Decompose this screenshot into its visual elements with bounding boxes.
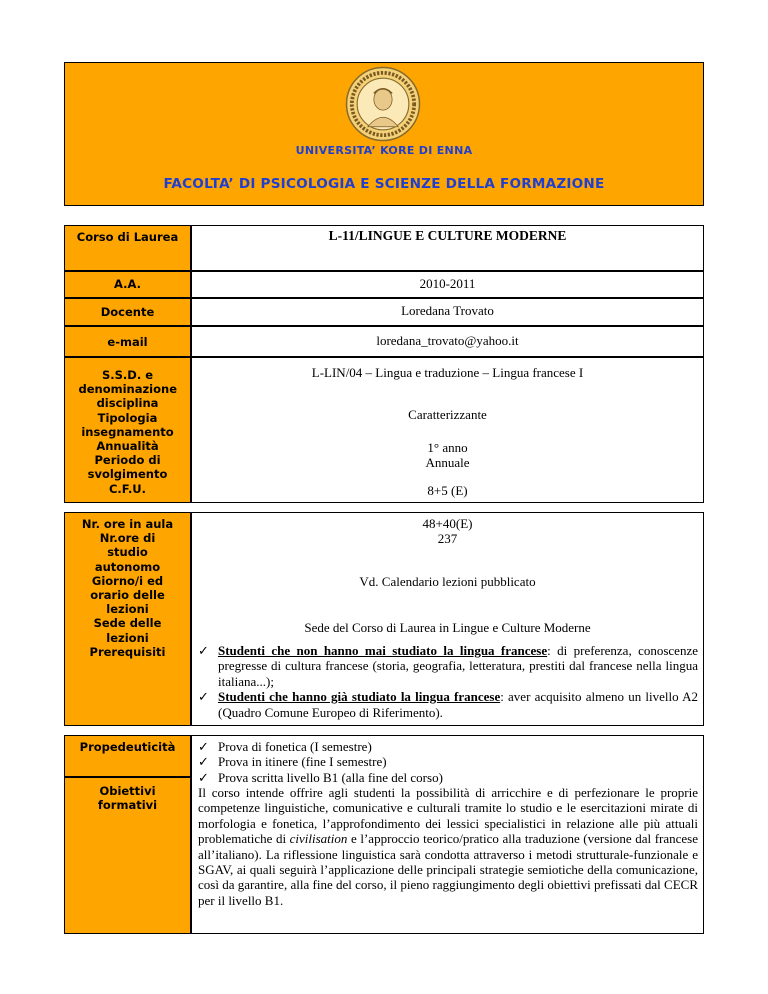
label-group-ore-prerequisiti: Nr. ore in aula Nr.ore di studio autonomo Giorno/i ed orario delle lezioni Sede delle lezioni Prerequisiti (64, 512, 191, 726)
giorno-value: Vd. Calendario lezioni pubblicato (359, 574, 536, 589)
cfu-value: 8+5 (E) (427, 483, 468, 498)
list-item: ✓ Prova di fonetica (I semestre) (198, 739, 372, 754)
list-item: ✓ Studenti che hanno già studiato la lingua francese: aver acquisito almeno un livello A2 (Quadro Comune Europeo di Riferimento). (198, 689, 698, 720)
ore-aula-value: 48+40(E) (422, 516, 473, 531)
ssd-value: L-LIN/04 – Lingua e traduzione – Lingua francese I (311, 365, 584, 380)
prerequisiti-list (198, 643, 698, 720)
email-value: loredana_trovato@yahoo.it (376, 333, 519, 348)
docente-value: Loredana Trovato (401, 303, 494, 318)
corso-value: L-11/LINGUE E CULTURE MODERNE (328, 228, 567, 243)
list-item: ✓ Studenti che non hanno mai studiato la lingua francese: di preferenza, conoscenze pregresse di cultura francese (storia, geografia, letteratura, prestiti dal francese nella lingua italiana...); (198, 643, 698, 689)
aa-value: 2010-2011 (419, 276, 476, 291)
obiettivi-text: Il corso intende offrire agli studenti la possibilità di arricchire e di perfezionare le proprie competenze linguistiche, comunicative e culturali tramite lo studio e le esercitazioni mirate di morfologia e fonetica, l’approfondimento dei lessici specialistici in relazione alle più attuali problematiche di civilisation e l’approccio teorico/pratico alla traduzione (versione dal francese all’italiano). La riflessione linguistica sarà condotta attraverso i metodi strutturale-funzionale e SGAV, ai quali seguirà l’applicazione delle principali strategie semiotiche della comunicazione, così da garantire, alla fine del corso, il pieno raggiungimento degli obiettivi prefissati dal CECR per il livello B1. (198, 785, 699, 908)
label-propedeuticita: Propedeuticità (64, 735, 191, 777)
label-group-ssd-cfu: S.S.D. e denominazione disciplina Tipologia insegnamento Annualità Periodo di svolgimento C.F.U. (64, 357, 191, 503)
faculty-title: FACOLTA’ DI PSICOLOGIA E SCIENZE DELLA FORMAZIONE (163, 176, 605, 192)
university-seal-logo (345, 66, 421, 142)
checkmark-icon: ✓ (198, 689, 209, 705)
ore-studio-value: 237 (437, 531, 458, 546)
university-name: UNIVERSITA’ KORE DI ENNA (295, 144, 473, 157)
checkmark-icon: ✓ (198, 643, 209, 658)
periodo-value: Annuale (425, 455, 470, 470)
checkmark-icon: ✓ (198, 739, 209, 754)
propedeuticita-list (198, 739, 698, 785)
tipologia-value: Caratterizzante (408, 407, 487, 422)
label-docente: Docente (64, 298, 191, 326)
list-item: ✓ Prova scritta livello B1 (alla fine del corso) (198, 769, 443, 785)
annualita-value: 1° anno (427, 440, 468, 455)
checkmark-icon: ✓ (198, 754, 209, 770)
label-obiettivi: Obiettivi formativi (64, 777, 191, 934)
label-aa: A.A. (64, 271, 191, 298)
label-email: e-mail (64, 326, 191, 357)
list-item: ✓ Prova in itinere (fine I semestre) (198, 754, 387, 770)
sede-value: Sede del Corso di Laurea in Lingue e Culture Moderne (304, 620, 591, 635)
label-corso: Corso di Laurea (64, 225, 191, 271)
checkmark-icon: ✓ (198, 769, 209, 785)
